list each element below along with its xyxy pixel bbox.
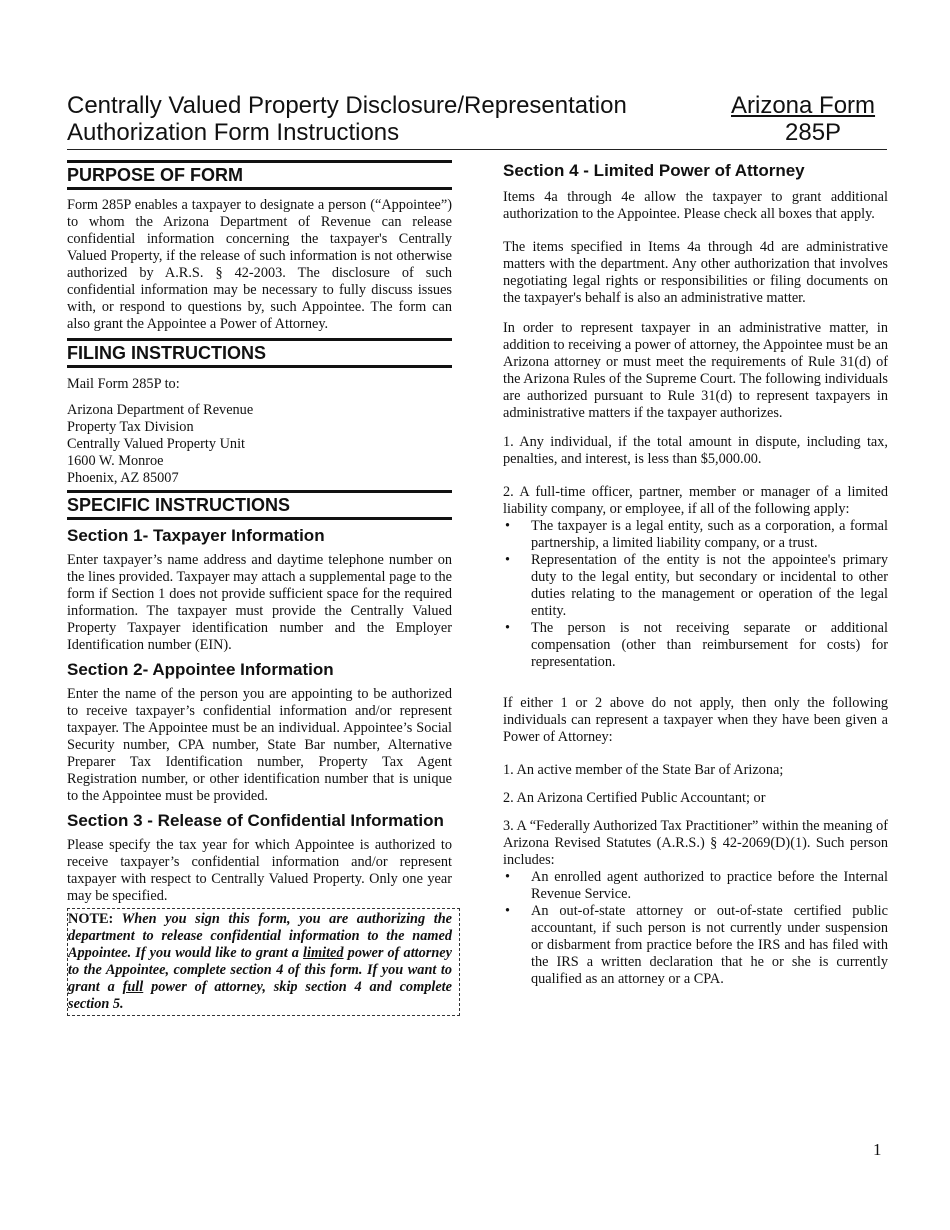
rule-item-2-bullet: • Representation of the entity is not the appointee's primary duty to the legal entity, but secondary or incidental to other duties relating to the management or operation of the legal entity. <box>505 552 888 619</box>
filing-intro: Mail Form 285P to: <box>67 376 180 392</box>
section2-title: Section 2- Appointee Information <box>67 660 334 679</box>
section4-para1: Items 4a through 4e allow the taxpayer to grant additional authorization to the Appointee. Please check all boxes that apply. <box>503 189 888 222</box>
section3-title: Section 3 - Release of Confidential Information <box>67 811 444 830</box>
section3-body: Please specify the tax year for which Appointee is authorized to receive taxpayer’s confidential information and/or represent taxpayer with respect to Centrally Valued Property. Only one year may be specified. <box>67 837 452 904</box>
qualifier-2: 2. An Arizona Certified Public Accountant; or <box>503 790 766 806</box>
note-part1: When you sign this form, you are authorizing the department to release confidential information to the named Appointee. If you would like to grant a <box>68 911 452 961</box>
purpose-heading: PURPOSE OF FORM <box>67 160 452 190</box>
bullet-icon: • <box>505 552 511 568</box>
address-line: Arizona Department of Revenue <box>67 402 254 418</box>
note-part2: power of attorney to the Appointee, complete section 4 of this form. If you want to grant a <box>68 945 452 995</box>
note-box <box>67 908 460 1016</box>
section4-para4: If either 1 or 2 above do not apply, then only the following individuals can represent a taxpayer when they have been given a Power of Attorney: <box>503 695 888 745</box>
rule-item-2-bullet: • The taxpayer is a legal entity, such as a corporation, a formal partnership, a limited liability company, or a trust. <box>505 518 888 551</box>
section1-body: Enter taxpayer’s name address and daytime telephone number on the lines provided. Taxpayer may attach a supplemental page to the form if Section 1 does not provide sufficient space for the required information. The taxpayer must provide the Centrally Valued Property Taxpayer identification number and the Employer Identification number (EIN). <box>67 552 452 653</box>
note-label: NOTE: <box>68 911 114 927</box>
rule-item-2: 2. A full-time officer, partner, member or manager of a limited liability company, or employee, if all of the following apply: <box>503 484 888 517</box>
note-limited: limited <box>303 945 344 961</box>
rule-item-2-bullet: • The person is not receiving separate or additional compensation (other than reimbursement for costs) for representation. <box>505 620 888 670</box>
address-line: Property Tax Division <box>67 419 194 435</box>
note-text <box>68 911 452 1013</box>
note-full: full <box>122 979 144 995</box>
note-part3: power of attorney, skip section 4 and complete section 5. <box>68 979 452 1012</box>
header-rule <box>67 149 887 150</box>
section2-body: Enter the name of the person you are appointing to be authorized to receive taxpayer’s confidential information and/or represent taxpayer. The Appointee must be an individual. Appointee’s Social Security number, CPA number, State Bar number, Alternative Preparer Tax Identification number, Property Tax Agent Registration number, or other identification number that is unique to the Appointee must be provided. <box>67 686 452 804</box>
address-line: Phoenix, AZ 85007 <box>67 470 179 486</box>
form-number: 285P <box>785 119 842 146</box>
section1-title: Section 1- Taxpayer Information <box>67 526 325 545</box>
section4-para2: The items specified in Items 4a through 4d are administrative matters with the department. Any other authorization that involves negotiating legal rights or responsibilities or filing documents on the taxpayer's behalf is also an administrative matter. <box>503 239 888 306</box>
qualifier-3-bullet: • An enrolled agent authorized to practice before the Internal Revenue Service. <box>505 869 888 902</box>
rule-item-1: 1. Any individual, if the total amount in dispute, including tax, penalties, and interest, is less than $5,000.00. <box>503 434 888 467</box>
qualifier-3-bullet: • An out-of-state attorney or out-of-state certified public accountant, if such person is not currently under suspension or disbarment from practice before the IRS and has filed with the IRS a written declaration that he or she is currently qualified as an attorney or a CPA. <box>505 903 888 987</box>
page-title-line1: Centrally Valued Property Disclosure/Representation <box>67 92 627 119</box>
purpose-body: Form 285P enables a taxpayer to designate a person (“Appointee”) to whom the Arizona Department of Revenue can release confidential information concerning the taxpayer's Centrally Valued Property, if the release of such information is not otherwise authorized by A.R.S. § 42-2003. The disclosure of such confidential information may be necessary to fully discuss issues with, or respond to questions by, such Appointee. The form can also grant the Appointee a Power of Attorney. <box>67 197 452 332</box>
specific-heading: SPECIFIC INSTRUCTIONS <box>67 490 452 520</box>
bullet-icon: • <box>505 518 511 534</box>
bullet-icon: • <box>505 903 511 919</box>
section4-title: Section 4 - Limited Power of Attorney <box>503 161 805 180</box>
qualifier-1: 1. An active member of the State Bar of Arizona; <box>503 762 784 778</box>
filing-heading: FILING INSTRUCTIONS <box>67 338 452 368</box>
page-title-line2: Authorization Form Instructions <box>67 119 400 146</box>
left-column <box>67 160 452 1016</box>
section4-para3: In order to represent taxpayer in an administrative matter, in addition to receiving a power of attorney, the Appointee must be an Arizona attorney or must meet the requirements of Rule 31(d) of the Arizona Rules of the Supreme Court. The following individuals are authorized pursuant to Rule 31(d) to represent taxpayers in administrative matters if the taxpayer authorizes. <box>503 320 888 421</box>
address-line: Centrally Valued Property Unit <box>67 436 246 452</box>
form-name: Arizona Form <box>731 92 876 119</box>
page-number: 1 <box>873 1140 882 1159</box>
qualifier-3: 3. A “Federally Authorized Tax Practitioner” within the meaning of Arizona Revised Statutes (A.R.S.) § 42-2069(D)(1). Such person includes: <box>503 818 888 868</box>
bullet-icon: • <box>505 620 511 636</box>
bullet-icon: • <box>505 869 511 885</box>
address-line: 1600 W. Monroe <box>67 453 164 469</box>
mailing-address <box>67 402 452 487</box>
right-column <box>503 160 888 988</box>
